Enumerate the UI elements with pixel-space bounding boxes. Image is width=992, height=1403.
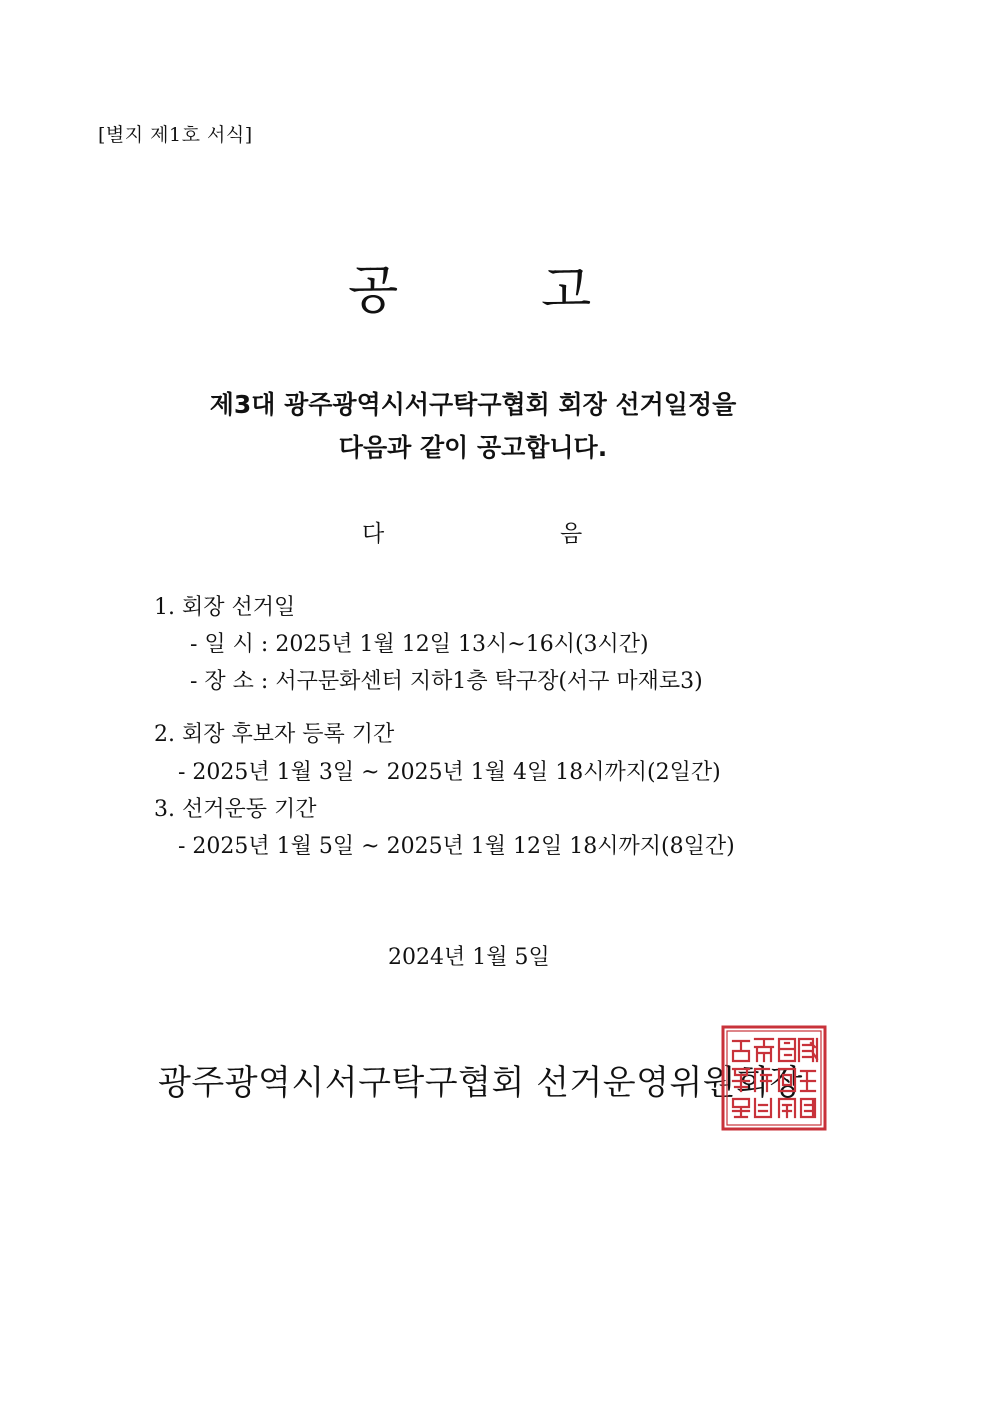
form-label: [별지 제1호 서식] xyxy=(98,124,253,146)
item-1-heading: 1. 회장 선거일 xyxy=(154,595,296,620)
intro-line-1: 제3대 광주광역시서구탁구협회 회장 선거일정을 xyxy=(209,390,737,419)
item-2-period: - 2025년 1월 3일 ~ 2025년 1월 4일 18시까지(2일간) xyxy=(178,760,721,785)
item-3-period: - 2025년 1월 5일 ~ 2025년 1월 12일 18시까지(8일간) xyxy=(178,834,735,859)
item-2-heading: 2. 회장 후보자 등록 기간 xyxy=(154,722,395,747)
subheading-char-2: 음 xyxy=(560,521,583,547)
official-seal-icon xyxy=(721,1025,827,1131)
item-1-datetime: - 일 시 : 2025년 1월 12일 13시~16시(3시간) xyxy=(190,632,649,657)
title-char-1: 공 xyxy=(348,261,399,321)
title-char-2: 고 xyxy=(541,261,592,321)
issuer-name: 광주광역시서구탁구협회 선거운영위원회장 xyxy=(158,1063,803,1103)
subheading-char-1: 다 xyxy=(362,521,385,547)
intro-line-2: 다음과 같이 공고합니다. xyxy=(338,433,608,462)
item-3-heading: 3. 선거운동 기간 xyxy=(154,797,317,822)
issue-date: 2024년 1월 5일 xyxy=(388,945,550,970)
item-1-location: - 장 소 : 서구문화센터 지하1층 탁구장(서구 마재로3) xyxy=(190,669,703,694)
